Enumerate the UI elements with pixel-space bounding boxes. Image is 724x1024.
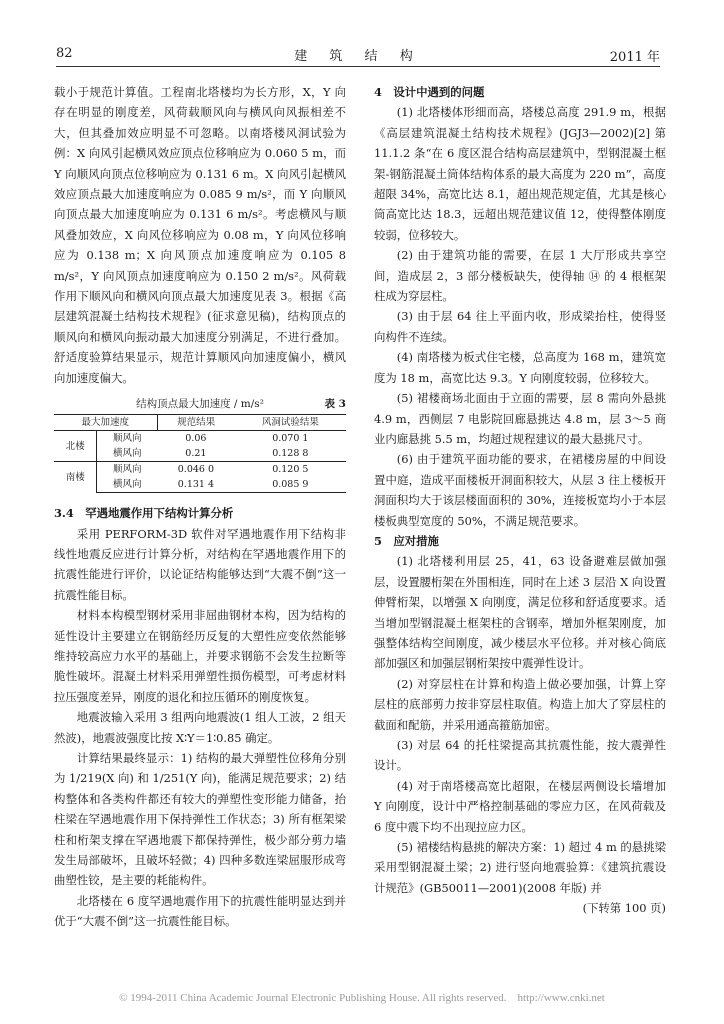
paragraph: (3) 由于层 64 往上平面内收，形成梁抬柱，使得竖向构件不连续。 [374,309,666,344]
wind-value-cell: 0.128 8 [272,448,309,460]
wind-value-cell: 0.085 9 [235,477,346,493]
direction-cell: 横风向 [97,477,157,493]
paragraph: (4) 对于南塔楼高宽比超限，在楼层两侧设长墙增加 Y 向刚度，设计中严格控制基础的零应力区，在风荷载及 6 度中震下均不出现拉应力区。 [374,778,666,834]
table-title: 结构顶点最大加速度 / m/s² [136,398,264,411]
acceleration-table [54,414,346,493]
paragraph: (4) 南塔楼为板式住宅楼，总高度为 168 m，建筑宽度为 18 m，高宽比达 9.3。Y 向刚度较弱，位移较大。 [374,350,666,385]
building-name: 北楼 [54,431,97,462]
left-column [54,82,346,932]
page-number: 82 [56,46,73,61]
paragraph: 计算结果最终显示：1) 结构的最大弹塑性位移角分别为 1/219(X 向) 和 1/251(Y 向)，能满足规范要求；2) 结构整体和各类构件都还有较大的弹塑性变形能力储备，抬柱梁在罕遇地震作用下保持弹性工作状态；3) 所有框架梁柱和桁架支撑在罕遇地震下都保持弹性，极少部分剪力墙发生局部破坏，且破坏轻微；4) 四种多数连梁屈服形成弯曲塑性铰，是主要的耗能构件。 [54,750,346,888]
section-heading: 4 设计中遇到的问题 [374,85,485,99]
paragraph-wind-analysis: 载小于规范计算值。工程南北塔楼均为长方形，X，Y 向存在明显的刚度差，风荷载顺风向与横风向风振相差不大，但其叠加效应明显不可忽略。以南塔楼风洞试验为例：X 向风引起横风效应顶点位移响应为 0.060 5 m，而 Y 向顺风向顶点位移响应为 0.131 6 m。X 向风引起横风效应顶点最大加速度响应为 0.085 9 m/s²，而 Y 向顺风向顶点最大加速度响应为 0.131 6 m/s²。考虑横风与顺风叠加效应，X 向风位移响应为 0.08 m，Y 向风位移响应为 0.138 m；X 向风顶点加速度响应为 0.105 8 m/s²，Y 向风顶点加速度响应为 0.150 2 m/s²。风荷载作用下顺风向和横风向顶点最大加速度见表 3。根据《高层建筑混凝土结构技术规程》(征求意见稿)，结构顶点的顺风向和横风向振动最大加速度分别满足，不进行叠加。舒适度验算结果显示，规范计算顺风向加速度偏小，横风向加速度偏大。 [54,85,346,385]
wind-value-cell: 0.120 5 [235,462,346,478]
table-row [54,431,346,447]
table-number: 表 3 [324,398,346,411]
table-caption [54,396,346,414]
paragraph: 采用 PERFORM-3D 软件对罕遇地震作用下结构非线性地震反应进行计算分析，对结构在罕遇地震作用下的抗震性能进行评价，以论证结构能够达到“大震不倒”这一抗震性能目标。 [54,526,346,602]
wind-value-cell: 0.070 1 [272,433,309,445]
issue-year: 2011 年 [609,50,660,65]
header-max-acceleration: 最大加速度 [54,415,157,431]
paragraph: (2) 对穿层柱在计算和构造上做必要加强，计算上穿层柱的底部剪力按非穿层柱取值。构造上加大了穿层柱的截面和配筋，并采用通高箍筋加密。 [374,676,666,732]
paragraph: (3) 对层 64 的托柱梁提高其抗震性能，按大震弹性设计。 [374,738,666,773]
paragraph: (2) 由于建筑功能的需要，在层 1 大厅形成共享空间，造成层 2，3 部分楼板缺失，使得轴 ⑭ 的 4 根框架柱成为穿层柱。 [374,248,666,304]
paragraph: 材料本构模型钢材采用非屈曲钢材本构，因为结构的延性设计主要建立在钢筋经历反复的大塑性应变依然能够维持较高应力水平的基础上，并要求钢筋不会发生拉断等脆性破坏。混凝土材料采用弹塑性损伤模型，可考虑材料拉压强度差异，刚度的退化和拉压循环的刚度恢复。 [54,608,346,704]
journal-title: 建 筑 结 构 [294,49,422,64]
direction-cell: 横风向 [112,448,142,460]
paragraph: 北塔楼在 6 度罕遇地震作用下的抗震性能明显达到并优于“大震不倒”这一抗震性能目标。 [54,893,346,929]
running-header [56,44,660,67]
table-header-row [54,415,346,431]
paragraph: 地震波输入采用 3 组两向地震波(1 组人工波，2 组天然波)，地震波强度比按 X∶Y＝1∶0.85 确定。 [54,710,346,745]
copyright-footer: © 1994-2011 China Academic Journal Electronic Publishing House. All rights reserved. http://www.cnki.net [119,992,605,1004]
continued-note: (下转第 100 页) [582,901,666,916]
code-value-cell: 0.131 4 [157,477,235,493]
building-name: 南楼 [54,462,97,493]
paragraph: (1) 北塔楼利用层 25，41，63 设备避难层做加强层，设置腰桁架在外围相连，同时在上述 3 层沿 X 向设置伸臂桁架，以增强 X 向刚度，满足位移和舒适度要求。适当增加型钢混凝土框架柱的含钢率，增加外框架刚度，加强整体结构空间刚度，减少楼层水平位移。并对核心筒底部加强区和加强层钢桁架按中震弹性设计。 [374,554,666,671]
table-row [54,477,346,493]
header-wind-tunnel-result: 风洞试验结果 [235,415,346,431]
code-value-cell: 0.046 0 [157,462,235,478]
table-row [54,462,346,478]
direction-cell: 顺风向 [112,433,142,445]
section-heading: 5 应对措施 [374,533,439,548]
right-column [374,82,666,919]
table-row [54,446,346,462]
direction-cell: 顺风向 [97,462,157,478]
paragraph: (5) 裙楼结构悬挑的解决方案：1) 超过 4 m 的悬挑梁采用型钢混凝土梁；2) 进行竖向地震验算：《建筑抗震设计规范》(GB50011—2001)(2008 年版) 并 [374,840,666,895]
code-value-cell: 0.21 [185,448,207,460]
code-value-cell: 0.06 [185,433,207,445]
paragraph: (5) 裙楼商场北面由于立面的需要，层 8 需向外悬挑 4.9 m，西侧层 7 电影院回廊悬挑达 4.8 m，层 3～5 商业内廊悬挑 5.5 m，均超过规程建议的最大悬挑尺寸。 [374,391,666,446]
header-code-result: 规范结果 [157,415,235,431]
section-heading: 3.4 罕遇地震作用下结构计算分析 [54,506,234,521]
paragraph: (1) 北塔楼体形细而高，塔楼总高度 291.9 m，根据《高层建筑混凝土结构技术规程》(JGJ3—2002)[2] 第 11.1.2 条“在 6 度区混合结构高层建筑中，型钢混凝土框架-钢筋混凝土筒体结构体系的最大高度为 220 m”，高度超限 34%，高宽比达 8.1，超出规范规定值，尤其是核心筒高宽比达 18.3，远超出规范建议值 12，使得整体刚度较弱，位移较大。 [374,105,666,242]
paragraph: (6) 由于建筑平面功能的要求，在裙楼房屋的中间设置中庭，造成平面楼板开洞面积较大，从层 3 往上楼板开洞面积均大于该层楼面面积的 30%，连接板宽均小于本层楼板典型宽度的 50%，不满足规范要求。 [374,452,666,528]
